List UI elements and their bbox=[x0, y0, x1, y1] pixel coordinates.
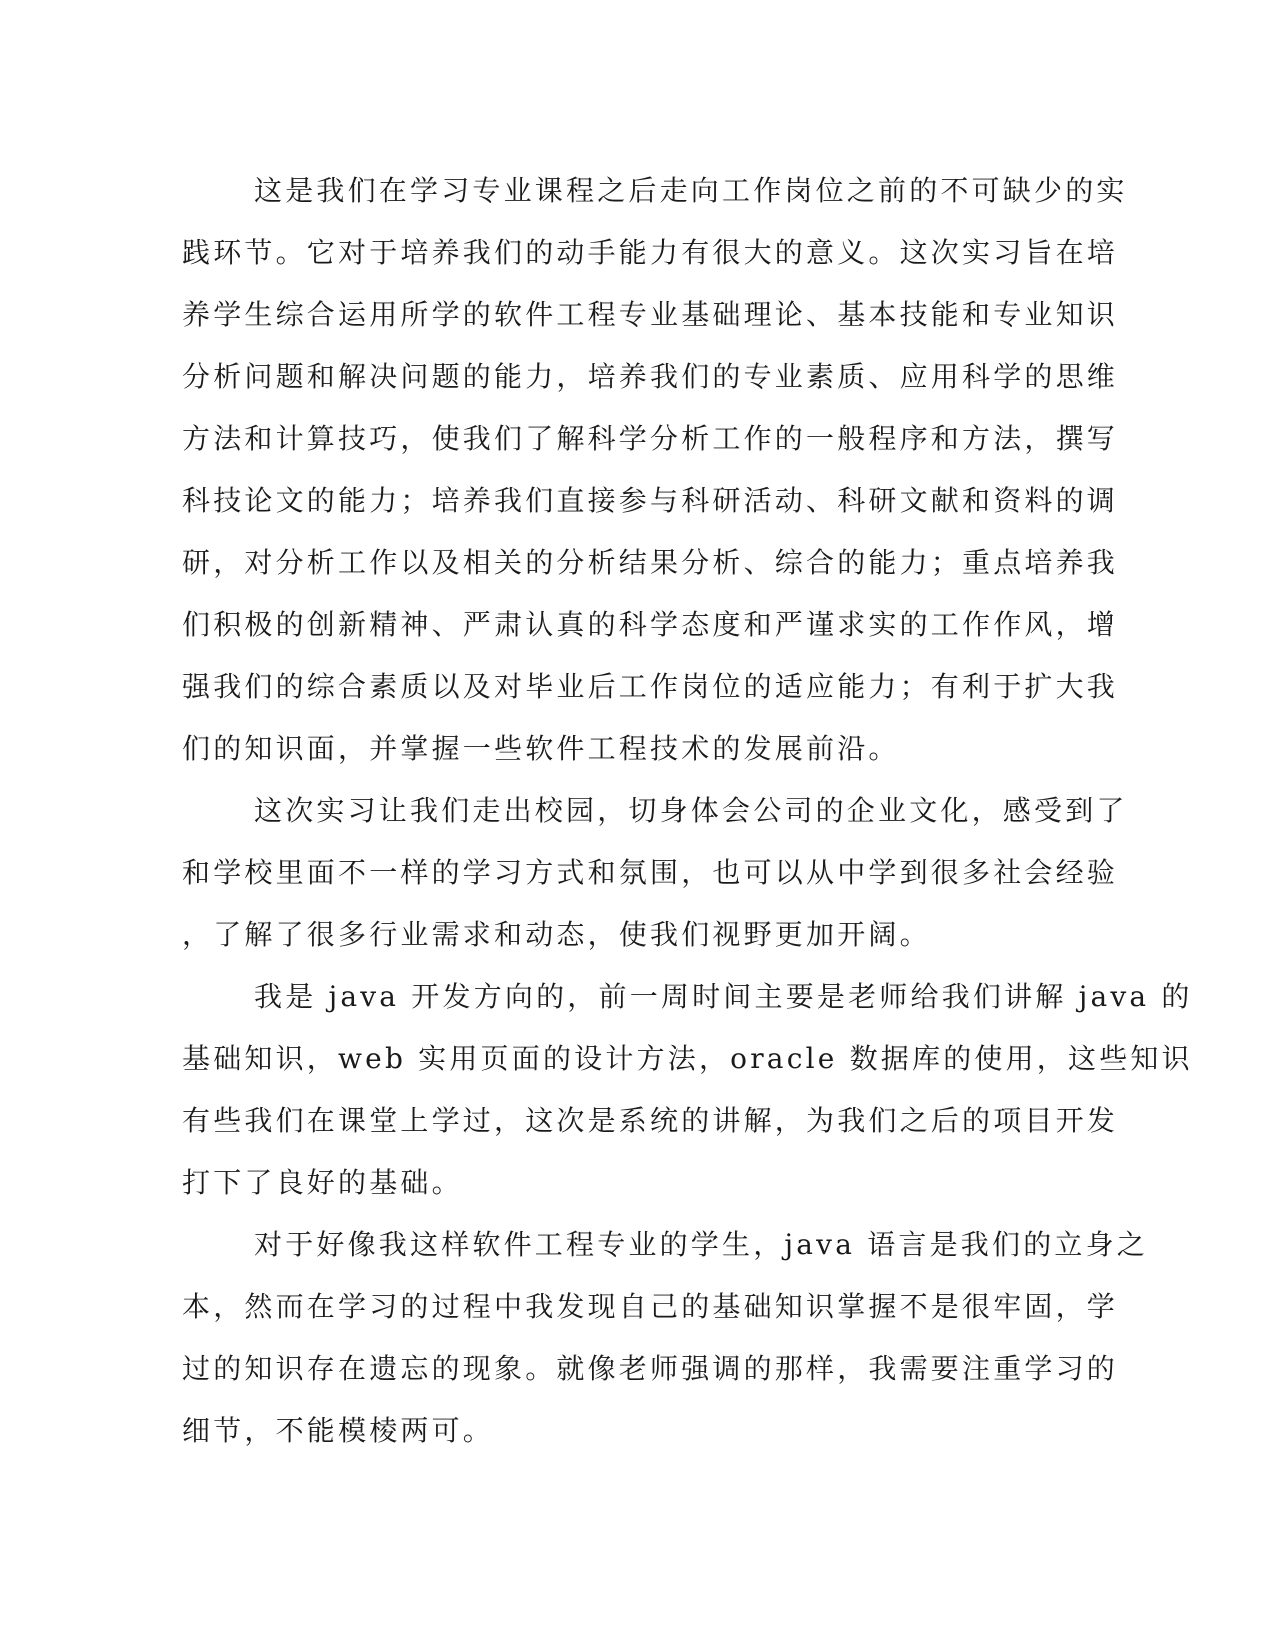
paragraph-1-line-1: 这是我们在学习专业课程之后走向工作岗位之前的不可缺少的实 bbox=[254, 174, 1128, 207]
paragraph-3-line-1: 我是 java 开发方向的，前一周时间主要是老师给我们讲解 java 的 bbox=[254, 980, 1193, 1013]
paragraph-2-line-1: 这次实习让我们走出校园，切身体会公司的企业文化，感受到了 bbox=[254, 794, 1128, 827]
paragraph-4-line-4: 细节，不能模棱两可。 bbox=[182, 1414, 495, 1447]
paragraph-2-line-3: ，了解了很多行业需求和动态，使我们视野更加开阔。 bbox=[182, 918, 931, 951]
paragraph-4-line-2: 本，然而在学习的过程中我发现自己的基础知识掌握不是很牢固，学 bbox=[182, 1290, 1119, 1323]
paragraph-1-line-4: 分析问题和解决问题的能力，培养我们的专业素质、应用科学的思维 bbox=[182, 360, 1119, 393]
paragraph-4-line-3: 过的知识存在遗忘的现象。就像老师强调的那样，我需要注重学习的 bbox=[182, 1352, 1119, 1385]
paragraph-3-line-3: 有些我们在课堂上学过，这次是系统的讲解，为我们之后的项目开发 bbox=[182, 1104, 1119, 1137]
paragraph-3-line-4: 打下了良好的基础。 bbox=[182, 1166, 463, 1199]
paragraph-1-line-5: 方法和计算技巧，使我们了解科学分析工作的一般程序和方法，撰写 bbox=[182, 422, 1119, 455]
paragraph-1-line-7: 研，对分析工作以及相关的分析结果分析、综合的能力；重点培养我 bbox=[182, 546, 1119, 579]
paragraph-1-line-6: 科技论文的能力；培养我们直接参与科研活动、科研文献和资料的调 bbox=[182, 484, 1119, 517]
paragraph-2-line-2: 和学校里面不一样的学习方式和氛围，也可以从中学到很多社会经验 bbox=[182, 856, 1119, 889]
paragraph-1-line-8: 们积极的创新精神、严肃认真的科学态度和严谨求实的工作作风，增 bbox=[182, 608, 1119, 641]
paragraph-1-line-2: 践环节。它对于培养我们的动手能力有很大的意义。这次实习旨在培 bbox=[182, 236, 1119, 269]
paragraph-1-line-3: 养学生综合运用所学的软件工程专业基础理论、基本技能和专业知识 bbox=[182, 298, 1119, 331]
document-body bbox=[182, 160, 1193, 1462]
paragraph-1-line-10: 们的知识面，并掌握一些软件工程技术的发展前沿。 bbox=[182, 732, 900, 765]
paragraph-4-line-1: 对于好像我这样软件工程专业的学生，java 语言是我们的立身之 bbox=[254, 1228, 1148, 1261]
paragraph-1-line-9: 强我们的综合素质以及对毕业后工作岗位的适应能力；有利于扩大我 bbox=[182, 670, 1119, 703]
paragraph-3-line-2: 基础知识，web 实用页面的设计方法，oracle 数据库的使用，这些知识 bbox=[182, 1042, 1193, 1075]
